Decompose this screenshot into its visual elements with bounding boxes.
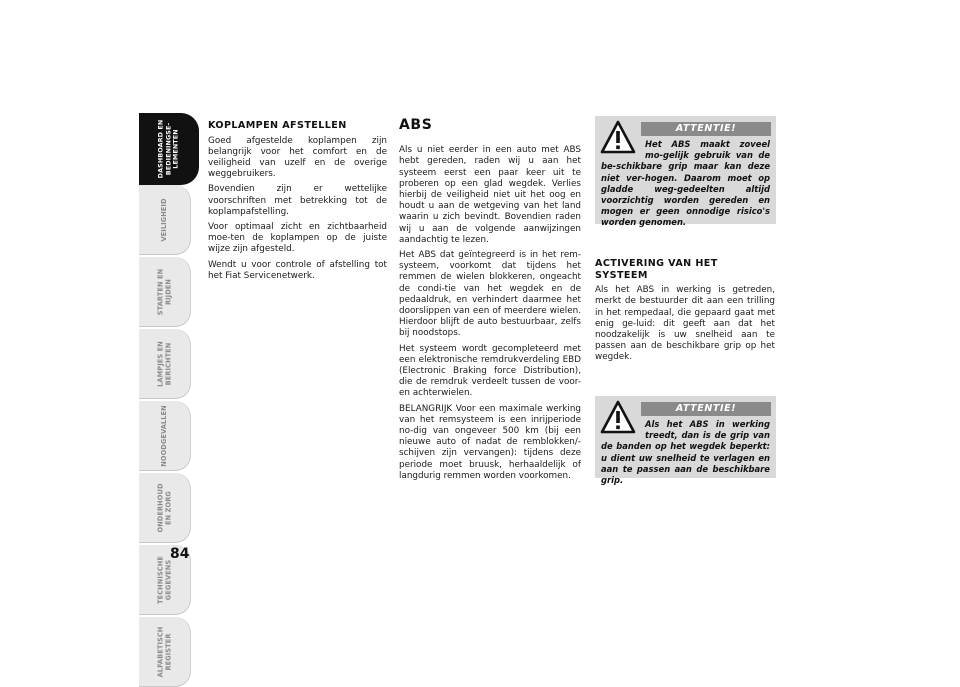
paragraph: Als u niet eerder in een auto met ABS hebt gereden, raden wij u aan het systeem eerst een paar keer uit te proberen op een glad wegdek. Verlies hierbij de veiligheid niet uit het oog en houdt u aan de wetgeving van het land waarin u zich bevindt. Bovendien raden wij u aan de volgende aanwijzingen aandachtig te lezen. bbox=[399, 145, 581, 245]
tab-label: VEILIGHEID bbox=[160, 198, 169, 242]
tab-label: NOODGEVALLEN bbox=[160, 405, 169, 467]
section-heading: KOPLAMPEN AFSTELLEN bbox=[208, 120, 347, 131]
page-number: 84 bbox=[170, 546, 190, 562]
heading-line: SYSTEEM bbox=[595, 269, 648, 281]
paragraph: Goed afgestelde koplampen zijn belangrijk voor het comfort en de veiligheid van uzelf en de overige weggebruikers. bbox=[208, 135, 387, 180]
tab-veiligheid[interactable] bbox=[139, 185, 191, 255]
warning-box bbox=[595, 116, 776, 228]
column-abs-activation bbox=[595, 258, 775, 368]
tab-label: ALFABETISCH REGISTER bbox=[156, 626, 172, 678]
tab-noodgevallen[interactable] bbox=[139, 401, 191, 471]
heading-line: ACTIVERING VAN HET bbox=[595, 258, 718, 269]
paragraph: Als het ABS in werking is getreden, merkt de bestuurder dit aan een trilling in het rempedaal, die gepaard gaat met enig ge-luid: dit geeft aan dat het noodzakelijk is uw snelheid aan te passen aan de beschikbare grip op het wegdek. bbox=[595, 285, 775, 363]
column-headlight-adjustment bbox=[208, 120, 387, 286]
warning-header: ATTENTIE! bbox=[641, 402, 771, 416]
section-heading bbox=[595, 258, 775, 281]
column-abs bbox=[399, 117, 581, 486]
warning-text: Als het ABS in werking treedt, dan is de grip van de banden op het wegdek beperkt: u dient uw snelheid te verlagen en aan te passen aan de beschikbare grip. bbox=[601, 419, 770, 486]
tab-label: ONDERHOUD EN ZORG bbox=[156, 483, 172, 533]
warning-text: Het ABS maakt zoveel mo-gelijk gebruik van de be-schikbare grip maar kan deze niet ver-hogen. Daarom moet op gladde weg-gedeelten altijd voorzichtig worden gereden en mogen er geen onnodige risico's worden genomen. bbox=[601, 139, 770, 228]
tab-dashboard[interactable] bbox=[139, 113, 199, 185]
section-title: ABS bbox=[399, 117, 433, 133]
paragraph: Bovendien zijn er wettelijke voorschriften met betrekking tot de koplampafstelling. bbox=[208, 184, 387, 217]
tab-label: STARTEN EN RIJDEN bbox=[156, 268, 172, 316]
tab-label: TECHNISCHE GEGEVENS bbox=[156, 556, 172, 604]
paragraph: BELANGRIJK Voor een maximale werking van het remsysteem is een inrijperiode no-dig van ongeveer 500 km (bij een nieuwe auto of nadat de remblokken/-schijven zijn vervangen): tijdens deze periode moet bruusk, herhaaldelijk of langdurig remmen worden voorkomen. bbox=[399, 403, 581, 481]
tab-starten-en-rijden[interactable] bbox=[139, 257, 191, 327]
tab-onderhoud-en-zorg[interactable] bbox=[139, 473, 191, 543]
tab-lampjes-en-berichten[interactable] bbox=[139, 329, 191, 399]
paragraph: Het ABS dat geïntegreerd is in het rem-systeem, voorkomt dat tijdens het remmen de wielen blokkeren, ongeacht de condi-tie van het wegdek en de pedaaldruk, en verhindert daarmee het doorslippen van een of meerdere wielen. Hierdoor blijft de auto bestuurbaar, zelfs bij noodstops. bbox=[399, 250, 581, 339]
warning-box bbox=[595, 396, 776, 486]
tab-alfabetisch-register[interactable] bbox=[139, 617, 191, 687]
paragraph: Het systeem wordt gecompleteerd met een elektronische remdrukverdeling EBD (Electronic Braking force Distribution), die de remdruk verdeelt tussen de voor- en achterwielen. bbox=[399, 343, 581, 399]
warning-header: ATTENTIE! bbox=[641, 122, 771, 136]
tab-label: DASHBOARD EN BEDIENINGSE- LEMENTEN bbox=[156, 119, 180, 179]
paragraph: Wendt u voor controle of afstelling tot het Fiat Servicenetwerk. bbox=[208, 259, 387, 281]
tab-label: LAMPJES EN BERICHTEN bbox=[156, 341, 172, 387]
paragraph: Voor optimaal zicht en zichtbaarheid moe-ten de koplampen op de juiste wijze zijn afgesteld. bbox=[208, 222, 387, 255]
